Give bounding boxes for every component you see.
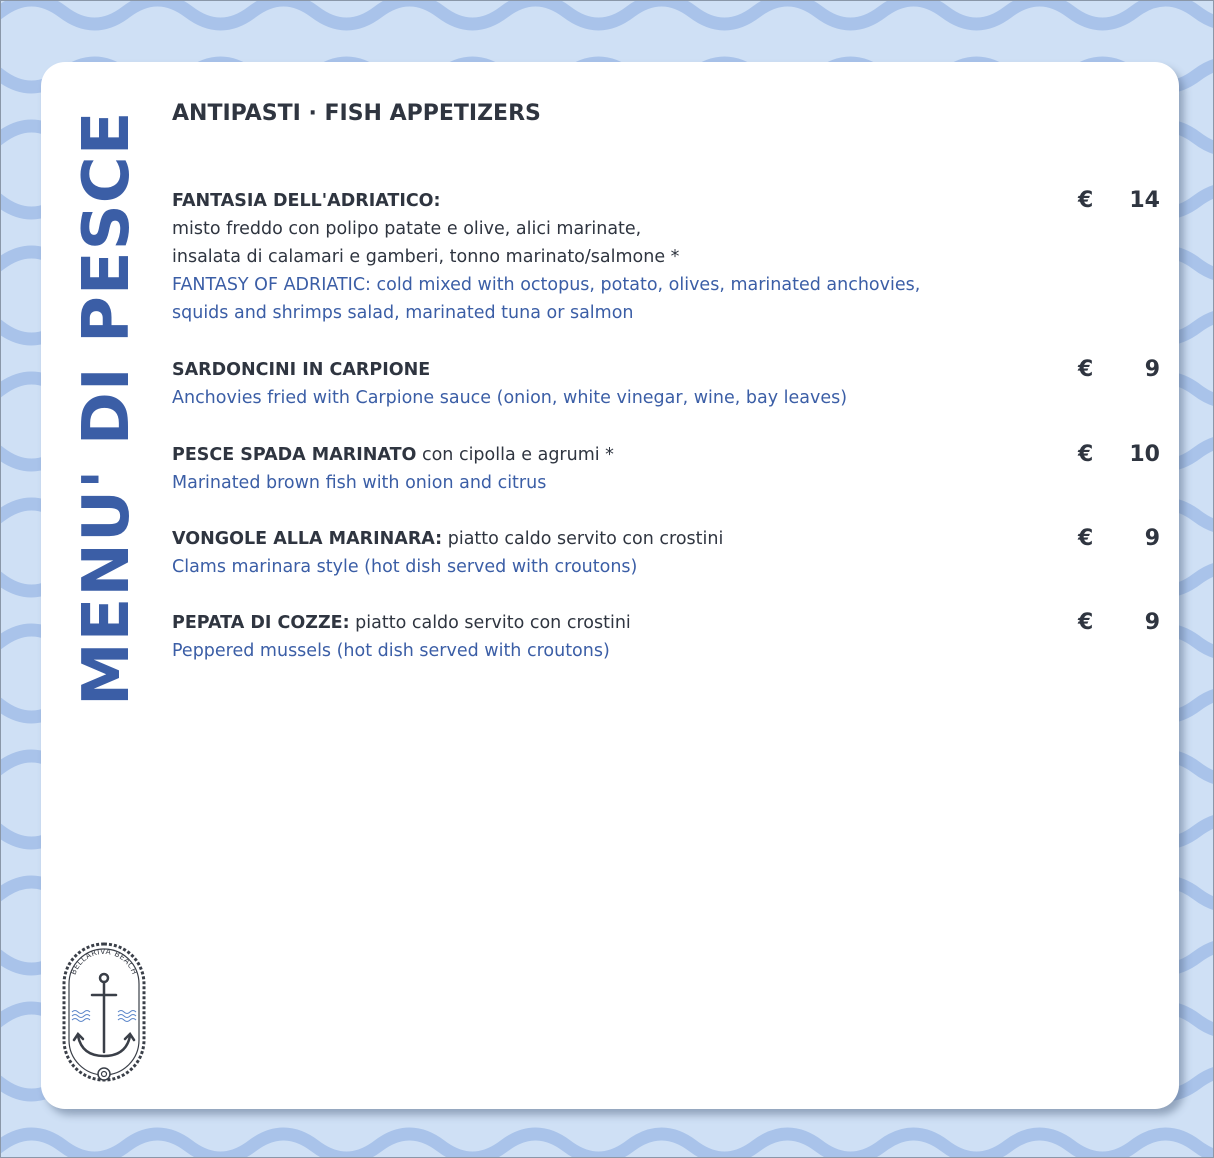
menu-side-title: MENU' DI PESCE bbox=[70, 110, 144, 706]
price-amount: 14 bbox=[1129, 188, 1160, 213]
price-amount: 9 bbox=[1144, 357, 1160, 382]
logo-text: BELLARIVA BEACH bbox=[68, 946, 140, 977]
menu-item-vongole bbox=[172, 525, 1172, 581]
item-description-en: Anchovies fried with Carpione sauce (onion, white vinegar, wine, bay leaves) bbox=[172, 388, 848, 408]
item-description-it: misto freddo con polipo patate e olive, alici marinate, bbox=[172, 219, 642, 239]
menu-item-pepata bbox=[172, 609, 1172, 665]
item-name: VONGOLE ALLA MARINARA: bbox=[172, 529, 443, 549]
price-amount: 9 bbox=[1144, 610, 1160, 635]
currency-symbol: € bbox=[1078, 357, 1094, 382]
section-title: ANTIPASTI · FISH APPETIZERS bbox=[172, 101, 541, 126]
item-description-en: Peppered mussels (hot dish served with croutons) bbox=[172, 641, 610, 661]
price-amount: 10 bbox=[1129, 442, 1160, 467]
item-description-it: insalata di calamari e gamberi, tonno marinato/salmone * bbox=[172, 247, 680, 267]
life-ring-icon bbox=[98, 1068, 110, 1080]
price-amount: 9 bbox=[1144, 526, 1160, 551]
item-description-en: FANTASY OF ADRIATIC: cold mixed with octopus, potato, olives, marinated anchovies, bbox=[172, 275, 921, 295]
wave-line bbox=[0, 1134, 1214, 1158]
item-name: PEPATA DI COZZE: bbox=[172, 613, 350, 633]
item-description-en: squids and shrimps salad, marinated tuna or salmon bbox=[172, 303, 634, 323]
item-name: FANTASIA DELL'ADRIATICO: bbox=[172, 191, 441, 211]
item-description-en: Clams marinara style (hot dish served with croutons) bbox=[172, 557, 638, 577]
bellariva-beach-logo bbox=[60, 940, 148, 1084]
item-name-suffix: con cipolla e agrumi * bbox=[416, 445, 614, 465]
wave-line bbox=[0, 0, 1214, 24]
menu-item-pesce-spada bbox=[172, 441, 1172, 497]
currency-symbol: € bbox=[1078, 442, 1094, 467]
item-name-suffix: piatto caldo servito con crostini bbox=[442, 529, 724, 549]
currency-symbol: € bbox=[1078, 610, 1094, 635]
menu-item-sardoncini bbox=[172, 356, 1172, 412]
currency-symbol: € bbox=[1078, 188, 1094, 213]
anchor-icon bbox=[74, 974, 134, 1056]
item-name: SARDONCINI IN CARPIONE bbox=[172, 360, 431, 380]
currency-symbol: € bbox=[1078, 526, 1094, 551]
item-name-suffix: piatto caldo servito con crostini bbox=[349, 613, 631, 633]
menu-item-fantasia bbox=[172, 187, 1172, 327]
item-description-en: Marinated brown fish with onion and citrus bbox=[172, 473, 547, 493]
item-name: PESCE SPADA MARINATO bbox=[172, 445, 417, 465]
